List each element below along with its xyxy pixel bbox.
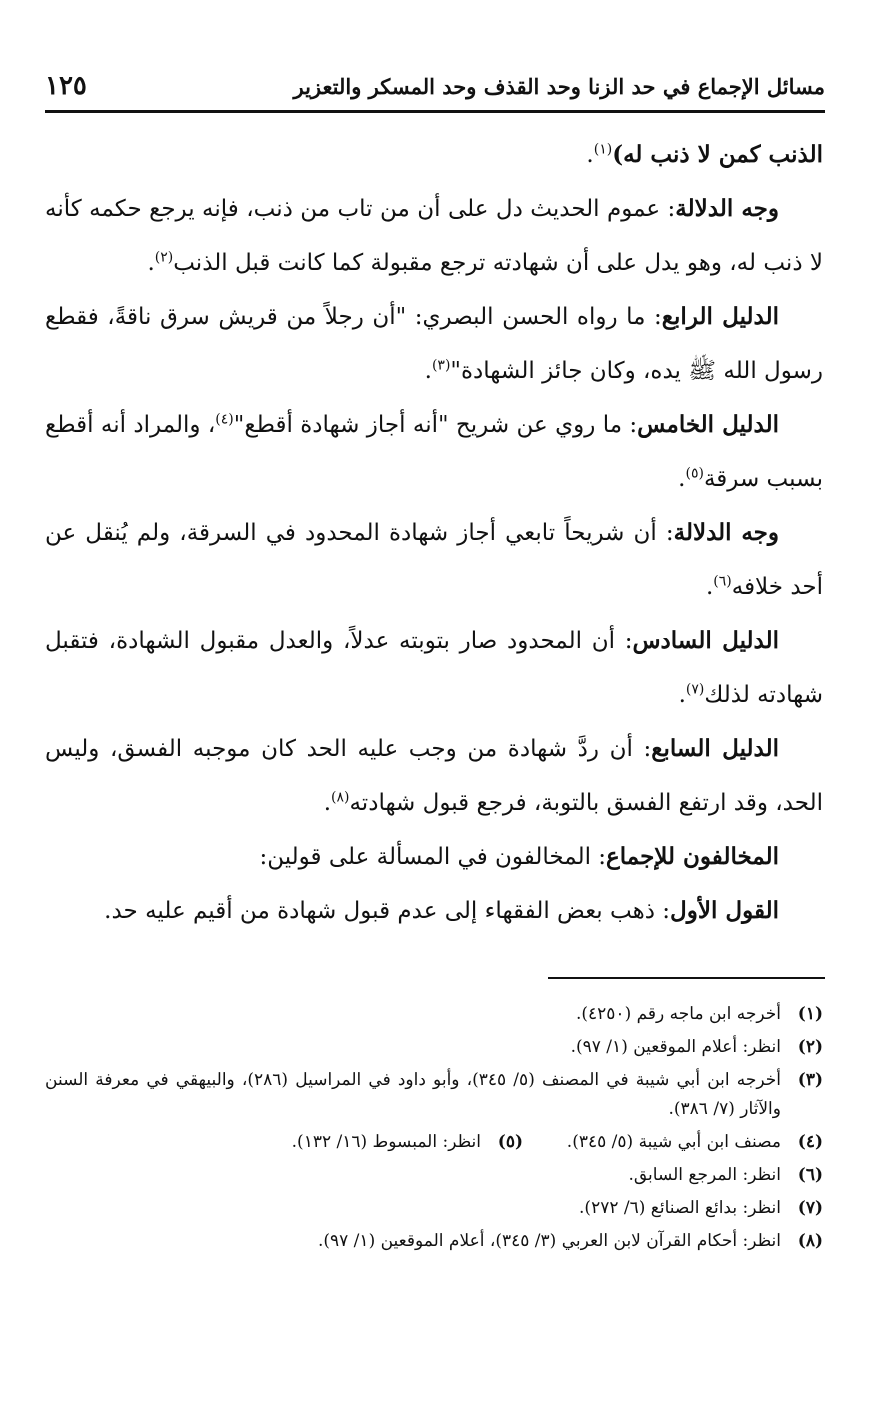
footnote-text: أخرجه ابن أبي شيبة في المصنف (٥/ ٣٤٥)، وأبو داود في المراسيل (٢٨٦)، والبيهقي في معرفة السنن والآثار (٧/ ٣٨٦). <box>45 1070 782 1119</box>
footnote-number: (٢) <box>797 1037 823 1057</box>
footnote-number: (٥) <box>497 1132 523 1152</box>
footnote-item <box>45 1225 823 1258</box>
footnote-text: انظر: المرجع السابق. <box>628 1165 781 1185</box>
running-title: مسائل الإجماع في حد الزنا وحد القذف وحد المسكر والتعزير <box>293 73 825 99</box>
footnote-item <box>45 998 823 1031</box>
footnote-ref: (٧) <box>685 681 705 698</box>
paragraph-heading: المخالفون للإجماع <box>606 843 779 870</box>
paragraph-7: الدليل السابع: أن ردَّ شهادة من وجب عليه الحد كان موجبه الفسق، وليس الحد، وقد ارتفع الفسق بالتوبة، فرجع قبول شهادته$^{(٨)}$. <box>45 735 823 816</box>
footnote-text: أخرجه ابن ماجه رقم (٤٢٥٠). <box>575 1004 781 1024</box>
footnote-number: (٣) <box>797 1070 823 1090</box>
footnote-number: (٨) <box>797 1231 823 1251</box>
footnote-ref: (٤) <box>215 411 234 428</box>
footnote-item <box>45 1064 823 1126</box>
footnote-text: انظر: أحكام القرآن لابن العربي (٣/ ٣٤٥)، أعلام الموقعين (١/ ٩٧). <box>317 1231 781 1251</box>
page-number: ١٢٥ <box>45 71 87 101</box>
footnote-ref: (٨) <box>331 789 350 806</box>
paragraph-heading: الدليل السادس <box>632 627 779 654</box>
paragraph-heading: وجه الدلالة <box>673 519 779 546</box>
footnote-ref: (٣) <box>431 357 451 374</box>
paragraph-heading: وجه الدلالة <box>675 195 779 222</box>
paragraph-3: الدليل الرابع: ما رواه الحسن البصري: "أن رجلاً من قريش سرق ناقةً، فقطع رسول الله ﷺ يده، وكان جائز الشهادة"$^{(٣)}$. <box>45 303 823 384</box>
paragraph-2: وجه الدلالة: عموم الحديث دل على أن من تاب من ذنب، فإنه يرجع حكمه كأنه لا ذنب له، وهو يدل على أن شهادته ترجع مقبولة كما كانت قبل الذنب$^{(٢)}$. <box>45 195 823 276</box>
paragraph-heading: الدليل الرابع <box>661 303 779 330</box>
paragraph-4: الدليل الخامس: ما روي عن شريح "أنه أجاز شهادة أقطع"$^{(٤)}$، والمراد أنه أقطع بسبب سرقة$^{(٥)}$. <box>45 411 823 492</box>
footnote-item <box>45 1159 823 1192</box>
footnote-number: (٧) <box>797 1198 823 1218</box>
footnote-text: انظر: أعلام الموقعين (١/ ٩٧). <box>570 1037 781 1057</box>
footnote-item <box>223 1128 523 1157</box>
footnote-number: (١) <box>797 1004 823 1024</box>
footnote-item <box>45 1192 823 1225</box>
paragraph-heading: القول الأول <box>670 897 779 924</box>
footnote-number: (٦) <box>797 1165 823 1185</box>
footnote-number: (٤) <box>797 1132 823 1152</box>
main-text <box>45 128 823 938</box>
page-header <box>45 62 825 113</box>
footnote-text: انظر: المبسوط (١٦/ ١٣٢). <box>291 1132 481 1152</box>
paragraph-9: القول الأول: ذهب بعض الفقهاء إلى عدم قبول شهادة من أقيم عليه حد. <box>104 897 779 924</box>
paragraph-heading: الدليل الخامس <box>637 411 779 438</box>
footnote-item <box>45 1031 823 1064</box>
footnote-pair <box>45 1126 823 1159</box>
footnote-ref: (١) <box>593 141 613 158</box>
footnotes <box>45 998 823 1258</box>
paragraph-6: الدليل السادس: أن المحدود صار بتوبته عدلاً، والعدل مقبول الشهادة، فتقبل شهادته لذلك$^{(٧)}$. <box>45 627 823 708</box>
footnote-text: انظر: بدائع الصنائع (٦/ ٢٧٢). <box>579 1198 781 1218</box>
paragraph-1: الذنب كمن لا ذنب له)$^{(١)}$. <box>586 141 823 168</box>
footnote-ref: (٢) <box>154 249 174 266</box>
paragraph-5: وجه الدلالة: أن شريحاً تابعي أجاز شهادة المحدود في السرقة، ولم يُنقل عن أحد خلافه$^{(٦)}$. <box>45 519 823 600</box>
footnote-ref: (٥) <box>685 465 704 482</box>
footnote-item <box>523 1128 823 1157</box>
paragraph-heading: الدليل السابع <box>651 735 779 762</box>
footnote-ref: (٦) <box>713 573 732 590</box>
footnote-divider <box>548 977 825 979</box>
footnote-text: مصنف ابن أبي شيبة (٥/ ٣٤٥). <box>566 1132 781 1152</box>
paragraph-8: المخالفون للإجماع: المخالفون في المسألة على قولين: <box>259 843 779 870</box>
